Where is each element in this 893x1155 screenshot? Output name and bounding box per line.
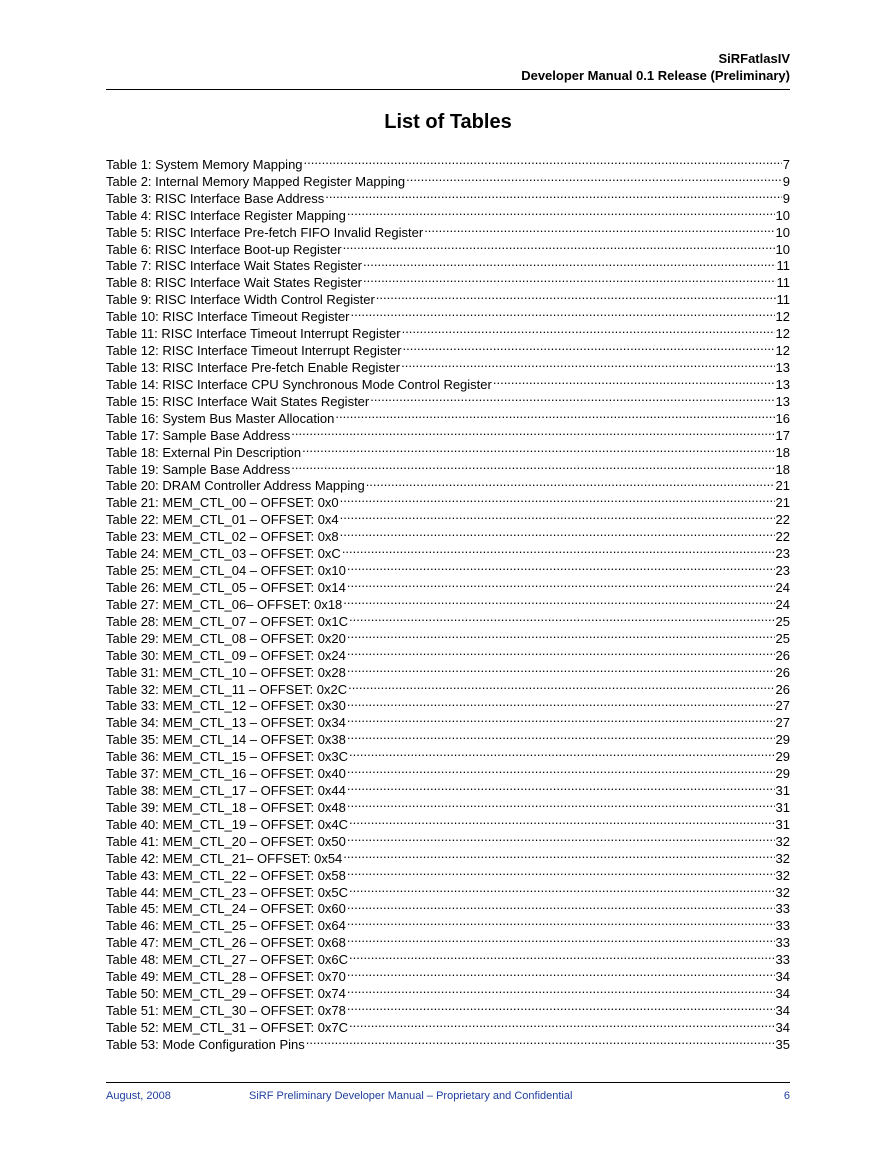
toc-entry-page: 32	[775, 833, 790, 849]
toc-entry-label: Table 34: MEM_CTL_13 – OFFSET: 0x34	[106, 715, 346, 731]
toc-entry-page: 11	[776, 292, 790, 308]
toc-dot-leader	[349, 880, 774, 897]
toc-entry-label: Table 36: MEM_CTL_15 – OFFSET: 0x3C	[106, 749, 349, 765]
toc-entry-page: 29	[775, 732, 790, 748]
toc-dot-leader	[291, 423, 774, 440]
toc-entry-page: 35	[775, 1036, 790, 1052]
toc-entry-label: Table 13: RISC Interface Pre-fetch Enable Register	[106, 359, 401, 375]
toc-entry-page: 25	[775, 630, 790, 646]
toc-entry-label: Table 40: MEM_CTL_19 – OFFSET: 0x4C	[106, 816, 349, 832]
toc-entry-label: Table 31: MEM_CTL_10 – OFFSET: 0x28	[106, 664, 346, 680]
toc-entry-label: Table 22: MEM_CTL_01 – OFFSET: 0x4	[106, 512, 339, 528]
toc-entry-page: 34	[775, 1003, 790, 1019]
toc-entry-label: Table 35: MEM_CTL_14 – OFFSET: 0x38	[106, 732, 346, 748]
toc-entry-page: 13	[775, 359, 790, 375]
toc-entry-page: 32	[775, 867, 790, 883]
toc-entry-page: 25	[775, 613, 790, 629]
toc-entry-label: Table 23: MEM_CTL_02 – OFFSET: 0x8	[106, 529, 339, 545]
toc-dot-leader	[347, 558, 775, 575]
toc-entry-page: 9	[782, 173, 790, 189]
toc-entry-page: 33	[775, 952, 790, 968]
list-of-tables	[106, 152, 790, 1052]
header-product-name: SiRFatlasIV	[718, 51, 790, 66]
toc-entry-label: Table 1: System Memory Mapping	[106, 156, 303, 172]
toc-entry-label: Table 52: MEM_CTL_31 – OFFSET: 0x7C	[106, 1019, 349, 1035]
toc-dot-leader	[424, 220, 774, 237]
toc-entry-label: Table 16: System Bus Master Allocation	[106, 410, 335, 426]
toc-dot-leader	[403, 338, 775, 355]
toc-entry-page: 23	[775, 563, 790, 579]
toc-entry-label: Table 21: MEM_CTL_00 – OFFSET: 0x0	[106, 495, 339, 511]
toc-entry-page: 22	[775, 512, 790, 528]
toc-entry-page: 32	[775, 850, 790, 866]
toc-dot-leader	[347, 897, 775, 914]
toc-dot-leader	[347, 626, 775, 643]
toc-entry-label: Table 5: RISC Interface Pre-fetch FIFO Invalid Register	[106, 224, 424, 240]
toc-entry-page: 33	[775, 918, 790, 934]
toc-entry-page: 13	[775, 393, 790, 409]
footer-date: August, 2008	[106, 1090, 171, 1102]
toc-dot-leader	[302, 440, 774, 457]
toc-dot-leader	[347, 710, 775, 727]
toc-entry-label: Table 42: MEM_CTL_21– OFFSET: 0x54	[106, 850, 343, 866]
toc-dot-leader	[347, 964, 775, 981]
toc-dot-leader	[347, 913, 775, 930]
toc-entry-page: 9	[782, 190, 790, 206]
toc-entry-page: 34	[775, 969, 790, 985]
toc-entry-label: Table 37: MEM_CTL_16 – OFFSET: 0x40	[106, 766, 346, 782]
toc-entry-page: 21	[775, 478, 790, 494]
footer-divider	[106, 1082, 790, 1083]
toc-entry-label: Table 32: MEM_CTL_11 – OFFSET: 0x2C	[106, 681, 348, 697]
toc-entry-page: 13	[775, 376, 790, 392]
toc-entry-label: Table 49: MEM_CTL_28 – OFFSET: 0x70	[106, 969, 346, 985]
toc-dot-leader	[306, 1032, 775, 1049]
toc-dot-leader	[347, 761, 775, 778]
toc-dot-leader	[347, 203, 775, 220]
toc-dot-leader	[340, 524, 775, 541]
toc-dot-leader	[347, 575, 775, 592]
toc-entry-label: Table 18: External Pin Description	[106, 444, 302, 460]
toc-entry-label: Table 12: RISC Interface Timeout Interrupt Register	[106, 343, 402, 359]
toc-entry-label: Table 8: RISC Interface Wait States Register	[106, 275, 363, 291]
toc-entry-page: 23	[775, 546, 790, 562]
toc-entry-label: Table 25: MEM_CTL_04 – OFFSET: 0x10	[106, 563, 346, 579]
toc-entry-page: 12	[775, 309, 790, 325]
toc-entry-page: 29	[775, 749, 790, 765]
toc-dot-leader	[363, 254, 775, 271]
toc-entry-page: 31	[775, 783, 790, 799]
toc-dot-leader	[401, 355, 774, 372]
toc-entry-label: Table 46: MEM_CTL_25 – OFFSET: 0x64	[106, 918, 346, 934]
toc-entry-page: 17	[775, 427, 790, 443]
toc-entry-label: Table 11: RISC Interface Timeout Interrupt Register	[106, 326, 401, 342]
toc-entry-label: Table 28: MEM_CTL_07 – OFFSET: 0x1C	[106, 613, 349, 629]
toc-entry-label: Table 14: RISC Interface CPU Synchronous Mode Control Register	[106, 376, 492, 392]
toc-dot-leader	[406, 169, 782, 186]
toc-entry-page: 12	[775, 343, 790, 359]
toc-dot-leader	[349, 1015, 774, 1032]
toc-dot-leader	[347, 998, 775, 1015]
toc-entry-page: 32	[775, 884, 790, 900]
toc-entry[interactable]	[106, 152, 790, 172]
header-divider	[106, 89, 790, 90]
toc-entry-page: 33	[775, 935, 790, 951]
toc-entry-page: 24	[775, 579, 790, 595]
toc-entry-label: Table 45: MEM_CTL_24 – OFFSET: 0x60	[106, 901, 346, 917]
toc-entry-label: Table 43: MEM_CTL_22 – OFFSET: 0x58	[106, 867, 346, 883]
toc-entry-page: 11	[776, 275, 790, 291]
toc-entry-label: Table 7: RISC Interface Wait States Register	[106, 258, 363, 274]
toc-entry-page: 7	[782, 156, 790, 172]
toc-dot-leader	[335, 406, 774, 423]
toc-entry-label: Table 20: DRAM Controller Address Mapping	[106, 478, 365, 494]
toc-dot-leader	[340, 507, 775, 524]
toc-entry-label: Table 48: MEM_CTL_27 – OFFSET: 0x6C	[106, 952, 349, 968]
page-title: List of Tables	[384, 111, 512, 133]
toc-dot-leader	[347, 829, 775, 846]
toc-dot-leader	[347, 694, 775, 711]
toc-entry-page: 16	[775, 410, 790, 426]
toc-entry-label: Table 50: MEM_CTL_29 – OFFSET: 0x74	[106, 986, 346, 1002]
toc-entry-label: Table 47: MEM_CTL_26 – OFFSET: 0x68	[106, 935, 346, 951]
toc-dot-leader	[347, 660, 775, 677]
toc-dot-leader	[402, 321, 775, 338]
toc-entry-page: 10	[775, 207, 790, 223]
toc-dot-leader	[349, 744, 774, 761]
toc-dot-leader	[347, 643, 775, 660]
toc-entry-page: 31	[775, 816, 790, 832]
toc-entry-page: 18	[775, 444, 790, 460]
document-header	[106, 50, 790, 84]
toc-dot-leader	[376, 287, 776, 304]
toc-entry-label: Table 10: RISC Interface Timeout Register	[106, 309, 350, 325]
toc-dot-leader	[343, 237, 775, 254]
toc-dot-leader	[291, 457, 774, 474]
toc-entry-page: 34	[775, 1019, 790, 1035]
toc-entry-page: 10	[775, 241, 790, 257]
toc-dot-leader	[342, 541, 775, 558]
toc-dot-leader	[348, 677, 774, 694]
toc-entry-page: 27	[775, 715, 790, 731]
toc-entry-page: 22	[775, 529, 790, 545]
toc-entry-label: Table 39: MEM_CTL_18 – OFFSET: 0x48	[106, 799, 346, 815]
toc-entry-page: 12	[775, 326, 790, 342]
toc-dot-leader	[349, 609, 774, 626]
toc-entry-label: Table 2: Internal Memory Mapped Register Mapping	[106, 173, 406, 189]
toc-entry-page: 27	[775, 698, 790, 714]
toc-dot-leader	[343, 846, 774, 863]
toc-entry-page: 33	[775, 901, 790, 917]
toc-entry-label: Table 27: MEM_CTL_06– OFFSET: 0x18	[106, 596, 343, 612]
footer-page-number: 6	[783, 1090, 790, 1102]
toc-entry-page: 21	[775, 495, 790, 511]
toc-entry-page: 24	[775, 596, 790, 612]
toc-entry-page: 26	[775, 664, 790, 680]
toc-dot-leader	[347, 863, 775, 880]
toc-entry-page: 26	[775, 647, 790, 663]
toc-dot-leader	[347, 930, 775, 947]
toc-entry-label: Table 44: MEM_CTL_23 – OFFSET: 0x5C	[106, 884, 349, 900]
toc-entry-label: Table 17: Sample Base Address	[106, 427, 291, 443]
toc-entry-label: Table 6: RISC Interface Boot-up Register	[106, 241, 342, 257]
toc-dot-leader	[351, 304, 775, 321]
toc-dot-leader	[347, 795, 775, 812]
header-manual-title: Developer Manual 0.1 Release (Preliminary)	[521, 68, 790, 83]
toc-entry-label: Table 33: MEM_CTL_12 – OFFSET: 0x30	[106, 698, 346, 714]
toc-dot-leader	[349, 947, 774, 964]
toc-entry-page: 34	[775, 986, 790, 1002]
toc-entry-label: Table 15: RISC Interface Wait States Register	[106, 393, 370, 409]
toc-dot-leader	[347, 727, 775, 744]
toc-dot-leader	[343, 592, 774, 609]
toc-entry-page: 11	[776, 258, 790, 274]
toc-entry-page: 10	[775, 224, 790, 240]
toc-entry-label: Table 38: MEM_CTL_17 – OFFSET: 0x44	[106, 783, 346, 799]
toc-dot-leader	[363, 270, 775, 287]
toc-dot-leader	[366, 474, 775, 491]
toc-entry-label: Table 4: RISC Interface Register Mapping	[106, 207, 346, 223]
toc-entry-label: Table 26: MEM_CTL_05 – OFFSET: 0x14	[106, 579, 346, 595]
toc-entry-page: 31	[775, 799, 790, 815]
toc-entry-label: Table 51: MEM_CTL_30 – OFFSET: 0x78	[106, 1003, 346, 1019]
toc-entry-page: 29	[775, 766, 790, 782]
toc-dot-leader	[304, 152, 782, 169]
toc-entry-page: 26	[775, 681, 790, 697]
toc-entry-page: 18	[775, 461, 790, 477]
toc-entry-label: Table 9: RISC Interface Width Control Register	[106, 292, 375, 308]
footer-confidentiality-note: SiRF Preliminary Developer Manual – Proprietary and Confidential	[249, 1090, 573, 1102]
toc-dot-leader	[325, 186, 782, 203]
toc-dot-leader	[493, 372, 775, 389]
toc-entry-label: Table 41: MEM_CTL_20 – OFFSET: 0x50	[106, 833, 346, 849]
toc-entry-label: Table 24: MEM_CTL_03 – OFFSET: 0xC	[106, 546, 341, 562]
toc-dot-leader	[370, 389, 774, 406]
toc-dot-leader	[347, 778, 775, 795]
toc-dot-leader	[349, 812, 774, 829]
toc-dot-leader	[347, 981, 775, 998]
toc-entry-label: Table 19: Sample Base Address	[106, 461, 291, 477]
toc-dot-leader	[340, 490, 775, 507]
toc-entry-label: Table 53: Mode Configuration Pins	[106, 1036, 305, 1052]
toc-entry-label: Table 3: RISC Interface Base Address	[106, 190, 325, 206]
toc-entry-label: Table 29: MEM_CTL_08 – OFFSET: 0x20	[106, 630, 346, 646]
toc-entry-label: Table 30: MEM_CTL_09 – OFFSET: 0x24	[106, 647, 346, 663]
